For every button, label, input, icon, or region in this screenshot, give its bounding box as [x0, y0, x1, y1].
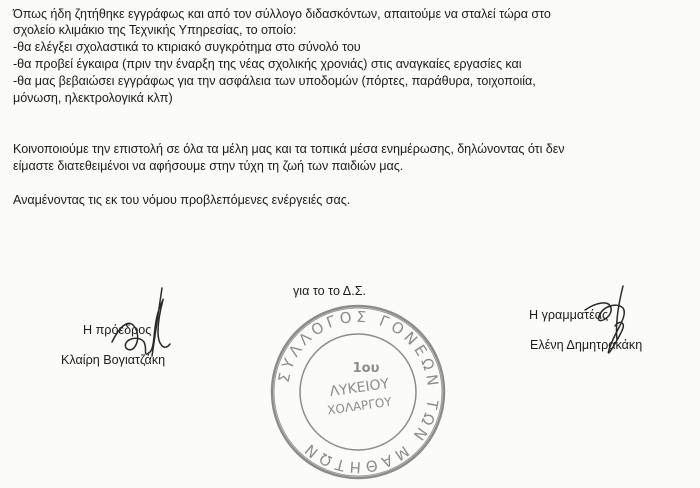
secretary-name: Ελένη Δημητρακάκη — [530, 338, 643, 352]
paragraph1-line-2: σχολείο κλιμάκιο της Τεχνικής Υπηρεσίας, το οποίο: — [13, 23, 297, 37]
paragraph1-line-6: μόνωση, ηλεκτρολογικά κλπ) — [13, 91, 173, 105]
paragraph1-line-5: -θα μας βεβαιώσει εγγράφως για την ασφάλεια των υποδομών (πόρτες, παράθυρα, τοιχοποιία, — [13, 74, 536, 88]
secretary-signature — [565, 272, 645, 362]
stamp-center-line-1: 1ου — [352, 361, 380, 376]
paragraph1-line-4: -θα προβεί έγκαιρα (πριν την έναρξη της νέας σχολικής χρονιάς) στις αναγκαίες εργασίες και — [13, 57, 522, 71]
president-title: Η πρόεδρος — [83, 323, 152, 337]
stamp-outer-text: ΣΥΛΛΟΓΟΣ ΓΟΝΕΩΝ ΤΩΝ ΜΑΘΗΤΩΝ — [274, 307, 443, 477]
stamp-center-line-2: ΛΥΚΕΙΟΥ — [328, 375, 391, 401]
president-name: Κλαίρη Βογιατζάκη — [61, 353, 166, 367]
paragraph1-line-3: -θα ελέγξει σχολαστικά το κτιριακό συγκρότημα στο σύνολό του — [13, 40, 361, 54]
secretary-title: Η γραμματέας — [529, 308, 609, 322]
board-label: για το το Δ.Σ. — [293, 284, 366, 298]
closing-line: Αναμένοντας τις εκ του νόμου προβλεπόμενες ενέργειές σας. — [13, 193, 351, 207]
paragraph2-line-2: είμαστε διατεθειμένοι να αφήσουμε στην τύχη τη ζωή των παιδιών μας. — [13, 159, 404, 173]
paragraph1-line-1: Όπως ήδη ζητήθηκε εγγράφως και από τον σύλλογο διδασκόντων, απαιτούμε να σταλεί τώρα στο — [13, 7, 551, 21]
stamp-center-line-3: ΧΟΛΑΡΓΟΥ — [326, 394, 393, 418]
president-signature — [92, 282, 192, 372]
paragraph2-line-1: Κοινοποιούμε την επιστολή σε όλα τα μέλη μας και τα τοπικά μέσα ενημέρωσης, δηλώνοντας ότι δεν — [13, 142, 565, 156]
association-stamp — [262, 296, 454, 488]
